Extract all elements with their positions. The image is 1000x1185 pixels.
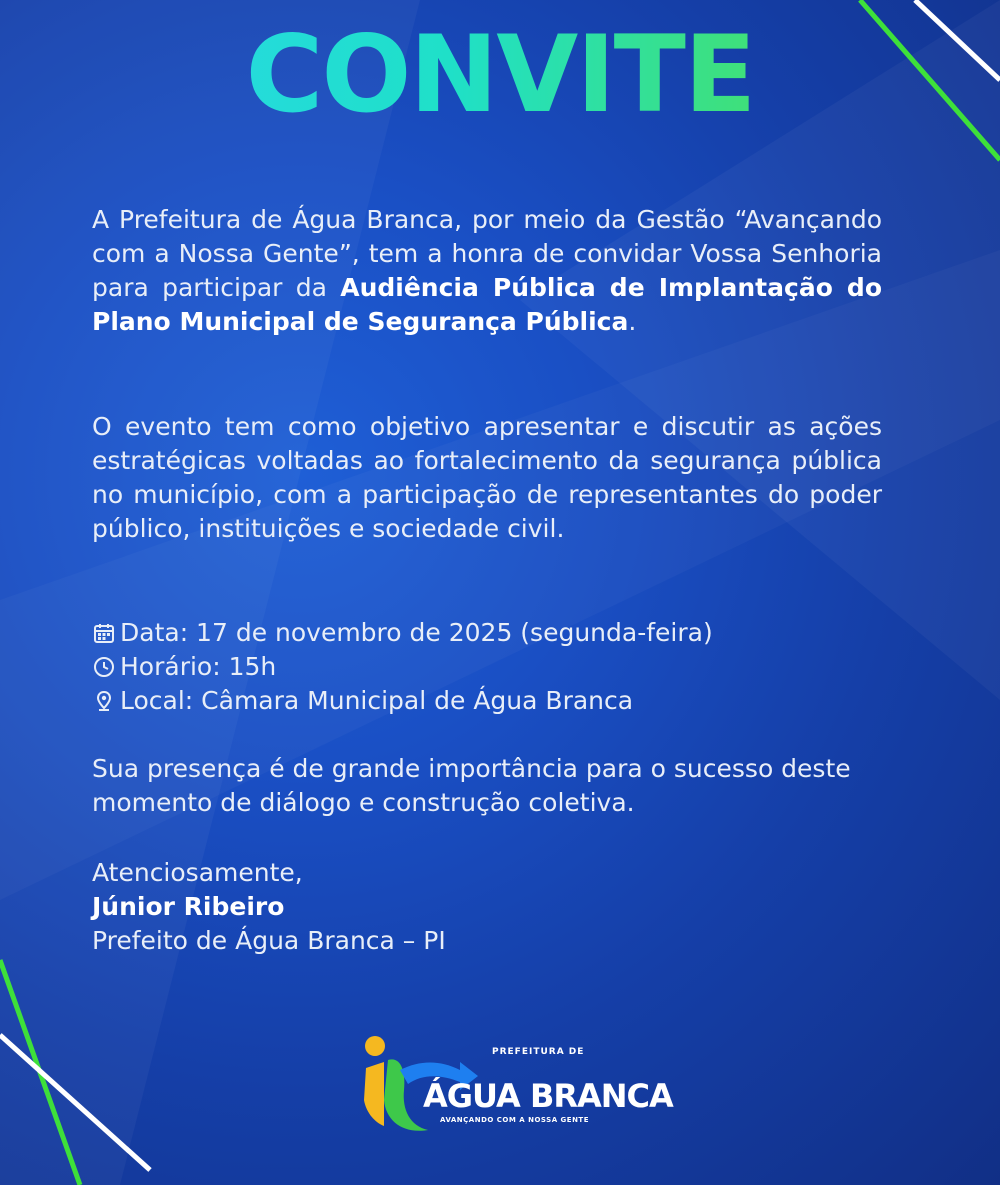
closing-paragraph: Sua presença é de grande importância para o sucesso deste momento de diálogo e construção coletiva. [92, 754, 851, 817]
objective-paragraph: O evento tem como objetivo apresentar e discutir as ações estratégicas voltadas ao fortalecimento da segurança pública no município, com a participação de representantes do poder público, instituições e sociedade civil. [92, 412, 882, 543]
invitation-paragraph [92, 203, 882, 339]
logo-main-text: ÁGUA BRANCA [423, 1077, 673, 1115]
salutation: Atenciosamente, [92, 858, 303, 887]
event-details [92, 616, 713, 718]
detail-location [92, 684, 713, 718]
event-name: Audiência Pública de Implantação do Plano Municipal de Segurança Pública [92, 273, 882, 336]
detail-date [92, 616, 713, 650]
detail-time [92, 650, 713, 684]
signer-name: Júnior Ribeiro [92, 892, 285, 921]
invitation-intro: A Prefeitura de Água Branca, por meio da Gestão “Avançando com a Nossa Gente”, tem a honra de convidar Vossa Senhoria para participar da [92, 205, 882, 302]
signature-block [92, 856, 446, 958]
detail-location-text: Local: Câmara Municipal de Água Branca [120, 686, 634, 715]
logo-slogan: AVANÇANDO COM A NOSSA GENTE [440, 1116, 589, 1124]
detail-date-text: Data: 17 de novembro de 2025 (segunda-feira) [120, 618, 713, 647]
page-title: CONVITE [0, 22, 1000, 128]
logo-top-text: PREFEITURA DE [492, 1047, 585, 1057]
invitation-end: . [628, 307, 637, 336]
location-pin-icon [92, 689, 116, 713]
calendar-icon [92, 621, 116, 645]
detail-time-text: Horário: 15h [120, 652, 277, 681]
signer-role: Prefeito de Água Branca – PI [92, 926, 446, 955]
clock-icon [92, 655, 116, 679]
